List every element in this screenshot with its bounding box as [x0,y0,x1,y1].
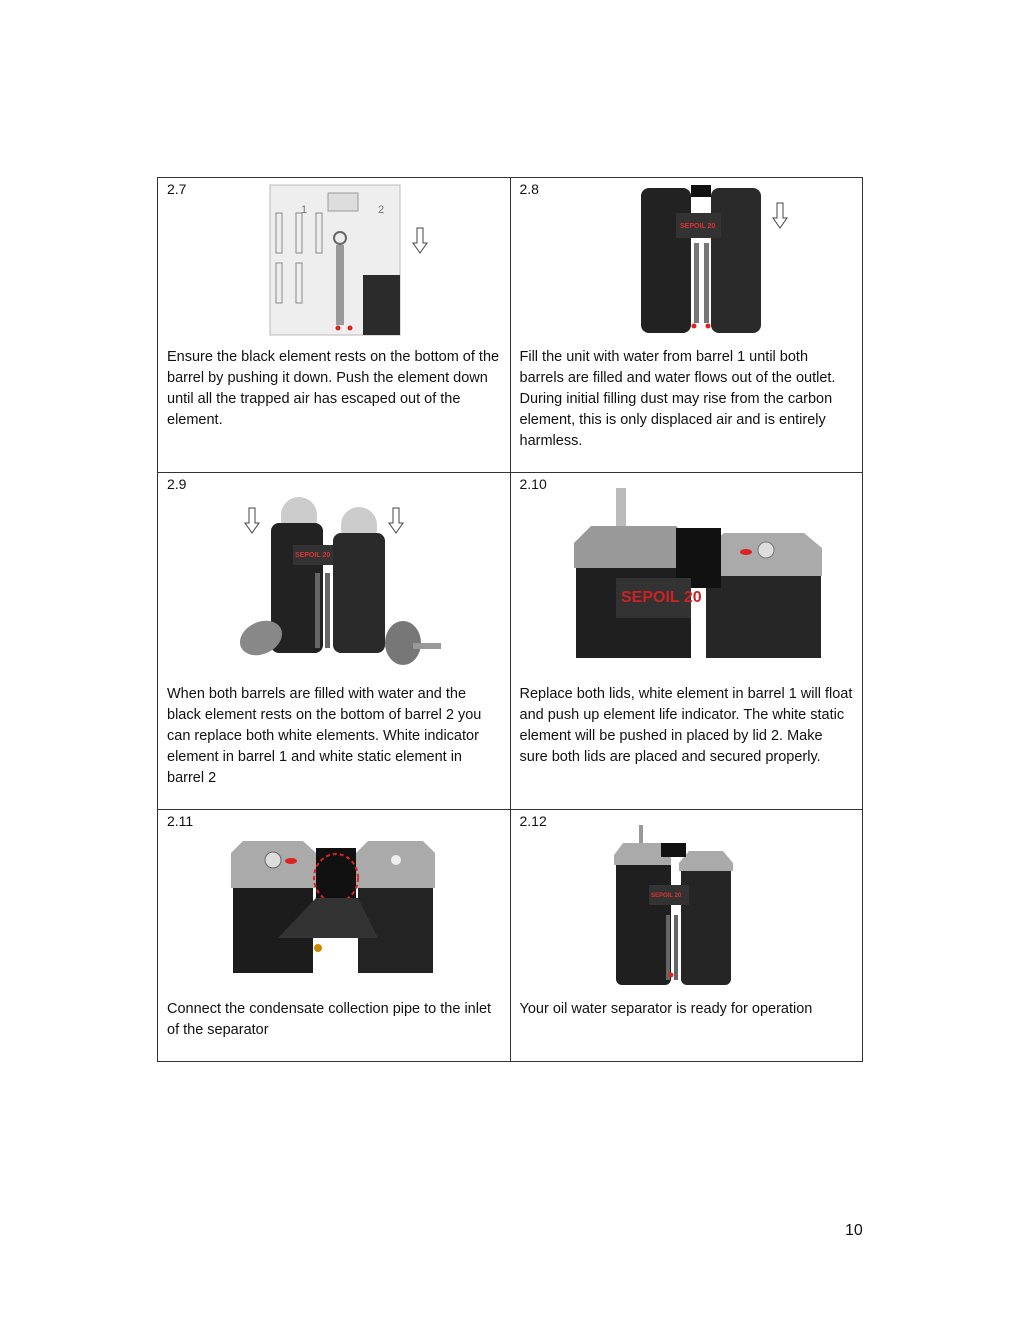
step-cell-2-10 [510,473,863,810]
down-arrow-icon [245,508,259,533]
step-cell-2-12 [510,810,863,1062]
figure-2-10 [566,488,831,663]
step-cell-2-11 [158,810,511,1062]
brand-label: SEPOIL 20 [620,589,702,606]
step-cell-2-9 [158,473,511,810]
brand-label: SEPOIL 20 [295,552,331,559]
step-number: 2.11 [167,813,194,829]
figure-2-7 [268,183,438,338]
down-arrow-icon [413,228,427,253]
step-number: 2.12 [519,813,547,829]
brand-label: SEPOIL 20 [650,893,681,899]
barrel-1-label: 1 [301,204,308,216]
figure-2-11 [228,838,438,978]
step-description: Your oil water separator is ready for operation [519,1001,813,1017]
instruction-grid [157,177,863,1062]
step-number: 2.9 [167,476,187,492]
step-number: 2.8 [519,181,539,197]
down-arrow-icon [773,203,787,228]
step-number: 2.10 [519,476,547,492]
step-description: Replace both lids, white element in barrel 1 will float and push up element life indicator. The white static element will be pushed in placed by lid 2. Make sure both lids are placed and secured properly. [519,686,853,765]
figure-2-12 [611,825,741,995]
step-description: When both barrels are filled with water and the black element rests on the bottom of barrel 2 you can replace both white elements. White indicator element in barrel 1 and white static element in barrel 2 [167,686,482,786]
step-description: Fill the unit with water from barrel 1 until both barrels are filled and water flows out of the outlet. During initial filling dust may rise from the carbon element, this is only displaced air and is entirely harmless. [519,349,836,449]
step-number: 2.7 [167,181,187,197]
step-description: Ensure the black element rests on the bottom of the barrel by pushing it down. Push the element down until all the trapped air has escaped out of the element. [167,349,500,428]
step-description: Connect the condensate collection pipe to the inlet of the separator [167,1001,492,1038]
down-arrow-icon [389,508,403,533]
step-cell-2-8 [510,178,863,473]
brand-label: SEPOIL 20 [679,223,715,230]
page-number: 10 [845,1222,863,1239]
barrel-2-label: 2 [378,204,385,216]
figure-2-9 [233,493,443,673]
figure-2-8 [636,183,796,338]
step-cell-2-7 [158,178,511,473]
